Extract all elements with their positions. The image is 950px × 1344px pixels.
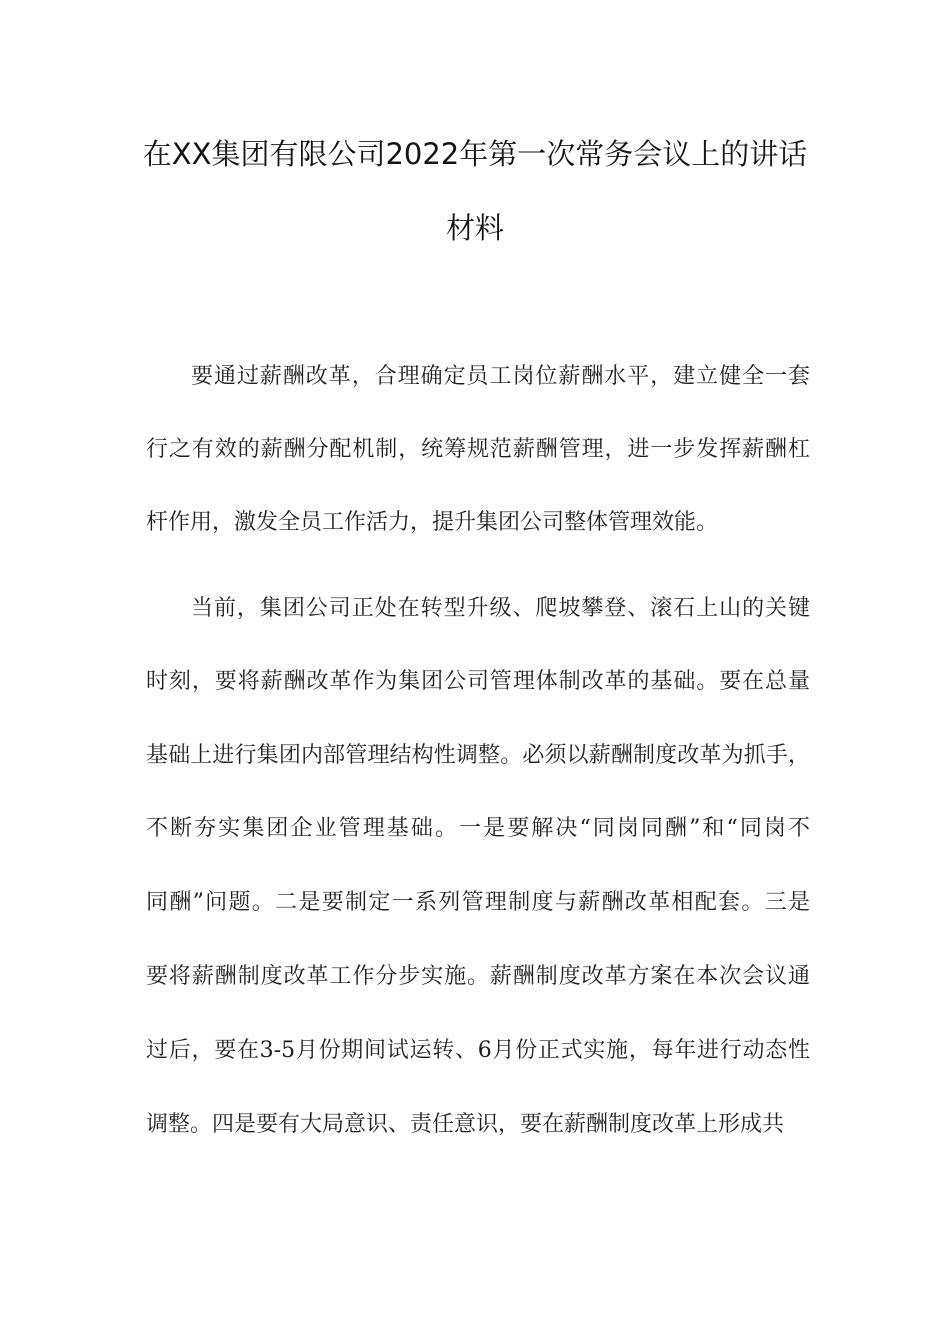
paragraph-2-line-3: 基础上进行集团内部管理结构性调整。必须以薪酬制度改革为抓手，	[146, 743, 810, 768]
paragraph-2-line-6: 要将薪酬制度改革工作分步实施。薪酬制度改革方案在本次会议通	[146, 964, 810, 989]
paragraph-2-line-5: 同酬”问题。二是要制定一系列管理制度与薪酬改革相配套。三是	[146, 890, 810, 915]
paragraph-2-line-1: 当前，集团公司正处在转型升级、爬坡攀登、滚石上山的关键	[191, 596, 810, 621]
document-title-line-1: 在XX集团有限公司2022年第一次常务会议上的讲话	[142, 137, 808, 171]
paragraph-2-line-2: 时刻，要将薪酬改革作为集团公司管理体制改革的基础。要在总量	[146, 669, 810, 694]
paragraph-1-line-1: 要通过薪酬改革，合理确定员工岗位薪酬水平，建立健全一套	[191, 364, 810, 389]
paragraph-2-line-4: 不断夯实集团企业管理基础。一是要解决“同岗同酬”和“同岗不	[146, 816, 810, 841]
paragraph-2-line-8: 调整。四是要有大局意识、责任意识，要在薪酬制度改革上形成共	[146, 1112, 785, 1137]
paragraph-2-line-7: 过后，要在3-5月份期间试运转、6月份正式实施，每年进行动态性	[146, 1038, 810, 1063]
document-title-line-2: 材料	[445, 211, 504, 245]
paragraph-1-line-2: 行之有效的薪酬分配机制，统筹规范薪酬管理，进一步发挥薪酬杠	[146, 437, 810, 462]
paragraph-1-line-3: 杆作用，激发全员工作活力，提升集团公司整体管理效能。	[146, 510, 719, 535]
